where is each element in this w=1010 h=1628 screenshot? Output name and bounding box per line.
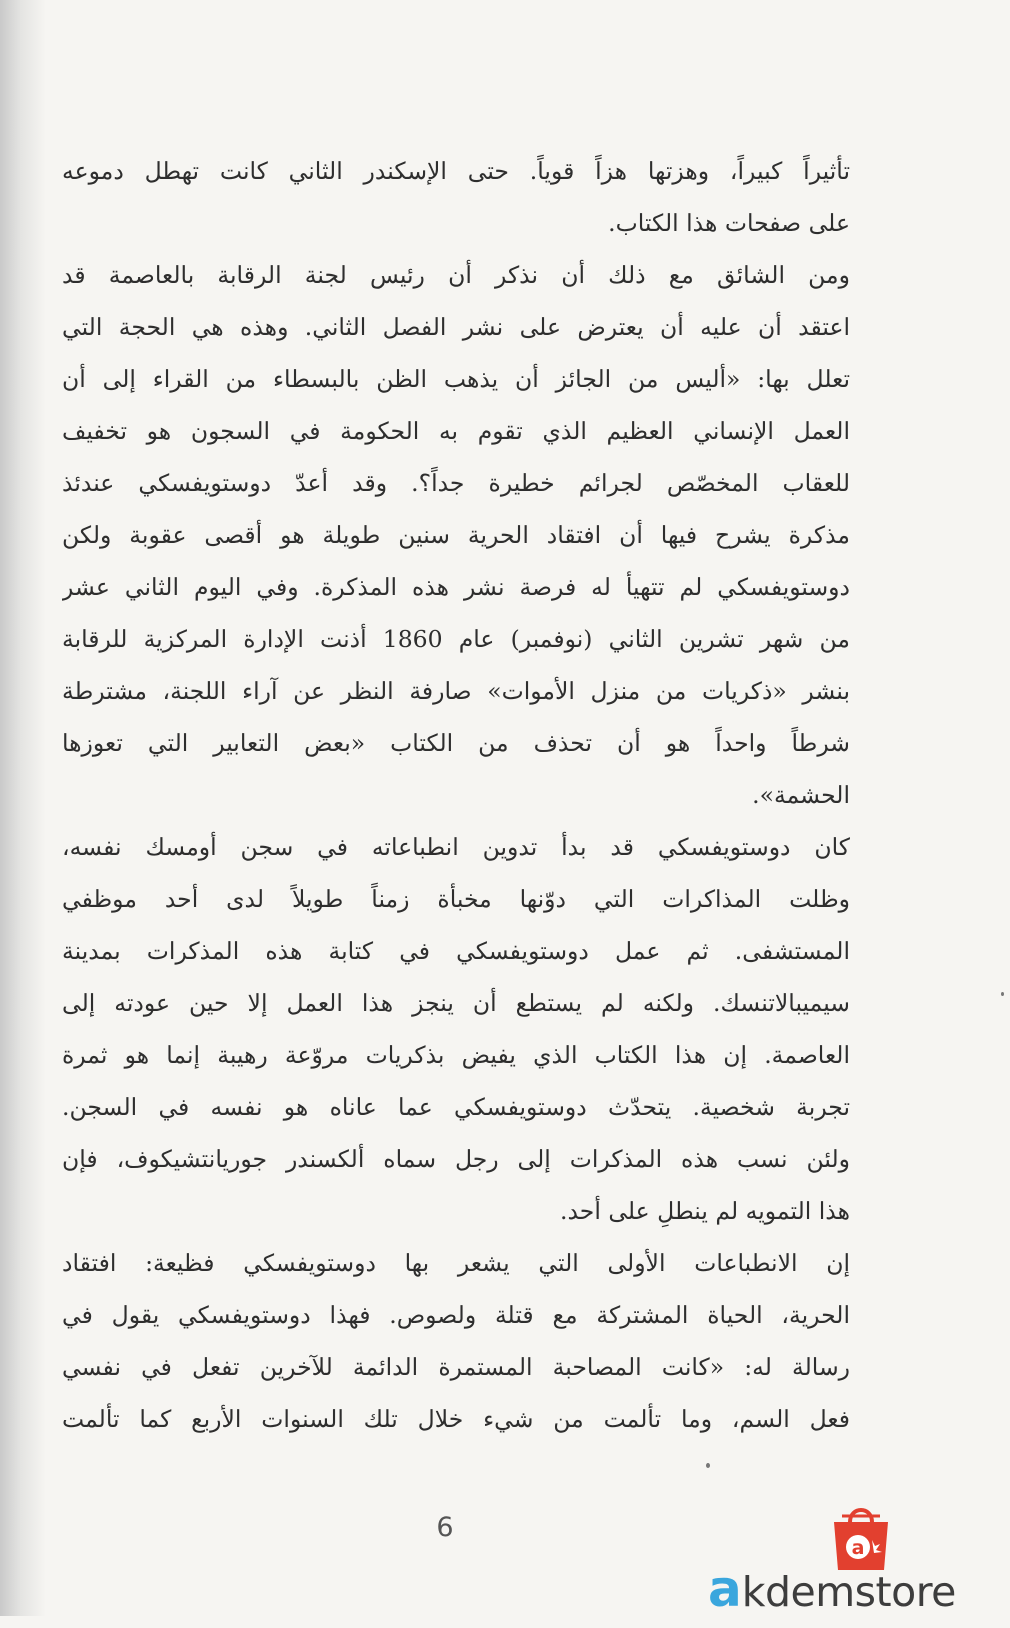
text-line: شرطاً واحداً هو أن تحذف من الكتاب «بعض التعابير التي تعوزها	[62, 729, 850, 757]
text-line: دوستويفسكي لم تتهيأ له فرصة نشر هذه المذكرة. وفي اليوم الثاني عشر	[62, 573, 850, 601]
text-line: ومن الشائق مع ذلك أن نذكر أن رئيس لجنة الرقابة بالعاصمة قد	[62, 261, 850, 289]
text-line: المستشفى. ثم عمل دوستويفسكي في كتابة هذه المذكرات بمدينة	[62, 937, 850, 965]
text-line: سيميبالاتنسك. ولكنه لم يستطع أن ينجز هذا العمل إلا حين عودته إلى	[62, 989, 850, 1017]
page-number: 6	[436, 1512, 454, 1543]
text-line: على صفحات هذا الكتاب.	[608, 209, 850, 237]
brand-wordmark	[708, 1562, 1010, 1616]
book-gutter-shadow	[0, 0, 46, 1616]
logo-letter: a	[851, 1537, 865, 1559]
text-line: من شهر تشرين الثاني (نوفمبر) عام 1860 أذنت الإدارة المركزية للرقابة	[62, 625, 850, 653]
text-line: تأثيراً كبيراً، وهزتها هزاً قوياً. حتى الإسكندر الثاني كانت تهطل دموعه	[62, 157, 850, 185]
text-line: تجربة شخصية. يتحدّث دوستويفسكي عما عاناه هو نفسه في السجن.	[62, 1093, 850, 1121]
text-line: بنشر «ذكريات من منزل الأموات» صارفة النظر عن آراء اللجنة، مشترطة	[62, 677, 850, 705]
text-line: رسالة له: «كانت المصاحبة المستمرة الدائمة للآخرين تفعل في نفسي	[62, 1353, 850, 1381]
text-line: ولئن نسب هذه المذكرات إلى رجل سماه ألكسندر جوريانتشيكوف، فإن	[62, 1145, 850, 1173]
text-line: اعتقد أن عليه أن يعترض على نشر الفصل الثاني. وهذه هي الحجة التي	[62, 313, 850, 341]
text-line: فعل السم، وما تألمت من شيء خلال تلك السنوات الأربع كما تألمت	[62, 1405, 850, 1433]
text-line: تعلل بها: «أليس من الجائز أن يذهب الظن بالبسطاء من القراء إلى أن	[62, 365, 850, 393]
text-line: الحرية، الحياة المشتركة مع قتلة ولصوص. فهذا دوستويفسكي يقول في	[62, 1301, 850, 1329]
text-line: الحشمة».	[752, 781, 850, 809]
brand-name: kdemstore	[741, 1568, 956, 1616]
text-line: كان دوستويفسكي قد بدأ تدوين انطباعاته في سجن أومسك نفسه،	[62, 833, 850, 861]
store-watermark	[708, 1500, 1010, 1616]
text-line: للعقاب المخصّص لجرائم خطيرة جداً؟. وقد أعدّ دوستويفسكي عندئذ	[62, 469, 850, 497]
paper-speck	[1001, 992, 1004, 996]
paper-speck	[706, 1463, 710, 1468]
body-text	[62, 145, 850, 1445]
brand-initial: a	[708, 1560, 742, 1618]
text-line: العاصمة. إن هذا الكتاب الذي يفيض بذكريات مروّعة رهيبة إنما هو ثمرة	[62, 1041, 850, 1069]
text-line: مذكرة يشرح فيها أن افتقاد الحرية سنين طويلة هو أقصى عقوبة ولكن	[62, 521, 850, 549]
text-line: هذا التمويه لم ينطلِ على أحد.	[559, 1197, 850, 1225]
text-line: العمل الإنساني العظيم الذي تقوم به الحكومة في السجون هو تخفيف	[62, 417, 850, 445]
text-line: وظلت المذاكرات التي دوّنها مخبأة زمناً طويلاً لدى أحد موظفي	[62, 885, 850, 913]
text-line: إن الانطباعات الأولى التي يشعر بها دوستويفسكي فظيعة: افتقاد	[62, 1249, 850, 1277]
